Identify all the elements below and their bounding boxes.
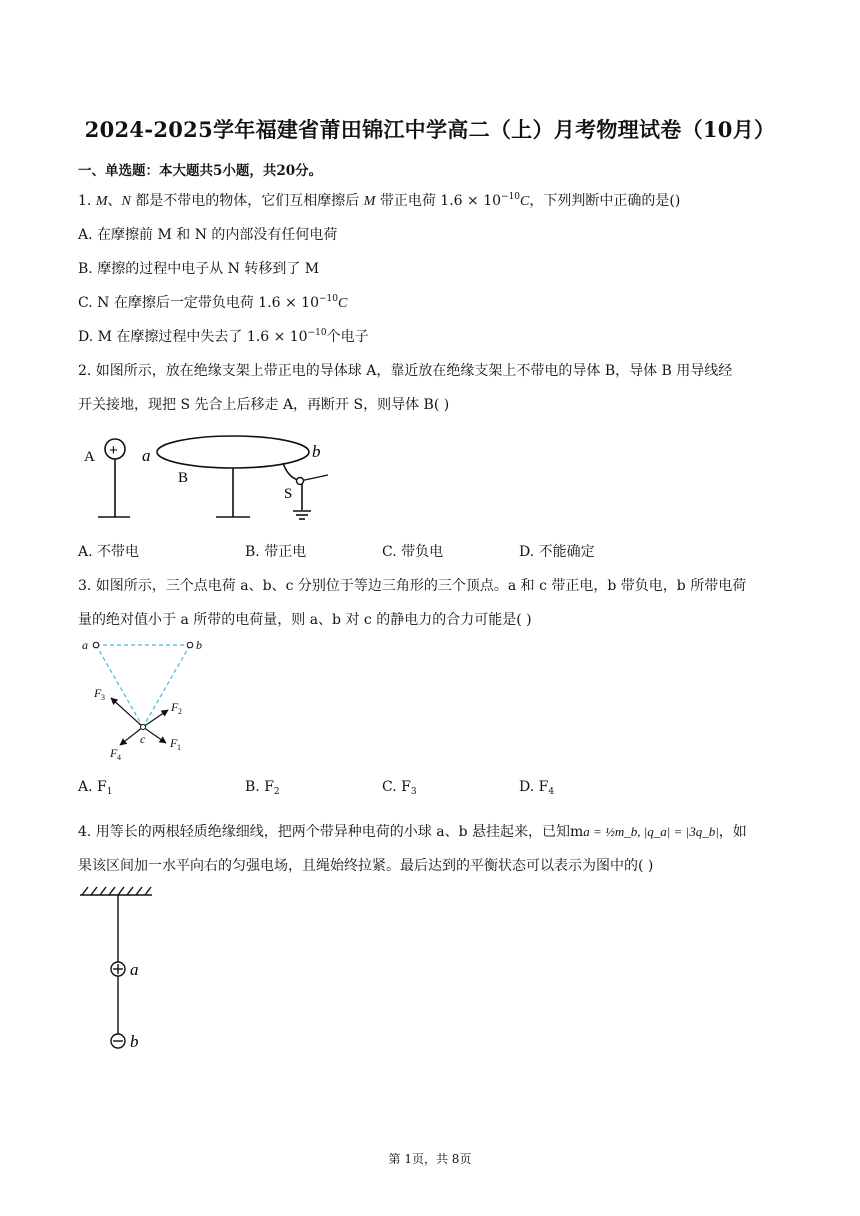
question-1-option-d: D. M 在摩擦过程中失去了 $1.6 \times 10^{-10}$个电子 <box>78 328 369 345</box>
force-f2-arrow <box>143 710 168 727</box>
question-4-stem-line-2: 果该区间加一水平向右的匀强电场，且绳始终拉紧。最后达到的平衡状态可以表示为图中的( ) <box>78 858 654 874</box>
question-1-stem: 1. M、N 都是不带电的物体，它们互相摩擦后 M 带正电荷 $1.6 \times 10^{-10}C$，下列判断中正确的是() <box>78 192 681 209</box>
question-2-option-a: A. 不带电 <box>78 544 140 560</box>
svg-text:4: 4 <box>117 753 121 762</box>
svg-text:a: a <box>130 960 139 979</box>
svg-text:F: F <box>171 700 179 714</box>
section-heading: 一、单选题：本大题共5小题，共20分。 <box>78 163 323 179</box>
question-1-option-b: B. 摩擦的过程中电子从 N 转移到了 M <box>78 261 320 277</box>
conductor-b <box>157 436 309 468</box>
svg-text:3: 3 <box>101 693 105 702</box>
question-4-figure <box>78 885 198 1060</box>
page-footer: 第 1页，共 8页 <box>388 1152 472 1166</box>
question-1-option-a: A. 在摩擦前 M 和 N 的内部没有任何电荷 <box>78 227 338 243</box>
svg-text:a: a <box>142 446 151 465</box>
question-3-option-c: C. $F_3$ <box>382 779 417 797</box>
svg-text:b: b <box>312 442 321 461</box>
svg-text:1: 1 <box>177 743 181 752</box>
svg-text:S: S <box>284 486 293 502</box>
svg-text:b: b <box>196 638 202 652</box>
svg-text:F: F <box>94 686 102 700</box>
question-4-stem-line-1: 4. 用等长的两根轻质绝缘细线，把两个带异种电荷的小球 a、b 悬挂起来，已知ma = ½m_b, |q_a| = |3q_b|，如 <box>78 824 747 840</box>
question-2-stem-line-2: 开关接地，现把 S 先合上后移走 A，再断开 S，则导体 B( ) <box>78 397 450 413</box>
svg-text:B: B <box>178 470 189 486</box>
svg-text:A: A <box>84 449 95 465</box>
question-2-stem-line-1: 2. 如图所示，放在绝缘支架上带正电的导体球 A，靠近放在绝缘支架上不带电的导体 B，导体 B 用导线经 <box>78 363 733 379</box>
question-3-option-d: D. $F_4$ <box>519 779 555 797</box>
question-3-option-b: B. $F_2$ <box>245 779 280 797</box>
question-2-figure <box>78 425 348 535</box>
question-3-figure <box>78 635 218 765</box>
svg-text:2: 2 <box>178 707 182 716</box>
question-2-option-d: D. 不能确定 <box>519 544 595 560</box>
question-2-option-b: B. 带正电 <box>245 544 307 560</box>
svg-text:b: b <box>130 1032 139 1051</box>
question-1-option-c: C. N 在摩擦后一定带负电荷 $1.6 \times 10^{-10}C$ <box>78 294 348 311</box>
question-3-stem-line-2: 量的绝对值小于 a 所带的电荷量，则 a、b 对 c 的静电力的合力可能是( ) <box>78 612 532 628</box>
switch-s <box>297 478 304 485</box>
question-3-option-a: A. $F_1$ <box>78 779 113 797</box>
force-f3-arrow <box>111 698 143 727</box>
svg-text:+: + <box>109 442 118 459</box>
page-title: 2024-2025学年福建省莆田锦江中学高二（上）月考物理试卷（10月） <box>84 117 776 142</box>
question-3-stem-line-1: 3. 如图所示，三个点电荷 a、b、c 分别位于等边三角形的三个顶点。a 和 c 带正电，b 带负电，b 所带电荷 <box>78 578 747 594</box>
force-f1-arrow <box>143 727 166 743</box>
question-2-option-c: C. 带负电 <box>382 544 444 560</box>
svg-text:a: a <box>82 638 88 652</box>
svg-text:c: c <box>140 732 146 746</box>
svg-text:F: F <box>110 746 118 760</box>
svg-text:F: F <box>170 736 178 750</box>
